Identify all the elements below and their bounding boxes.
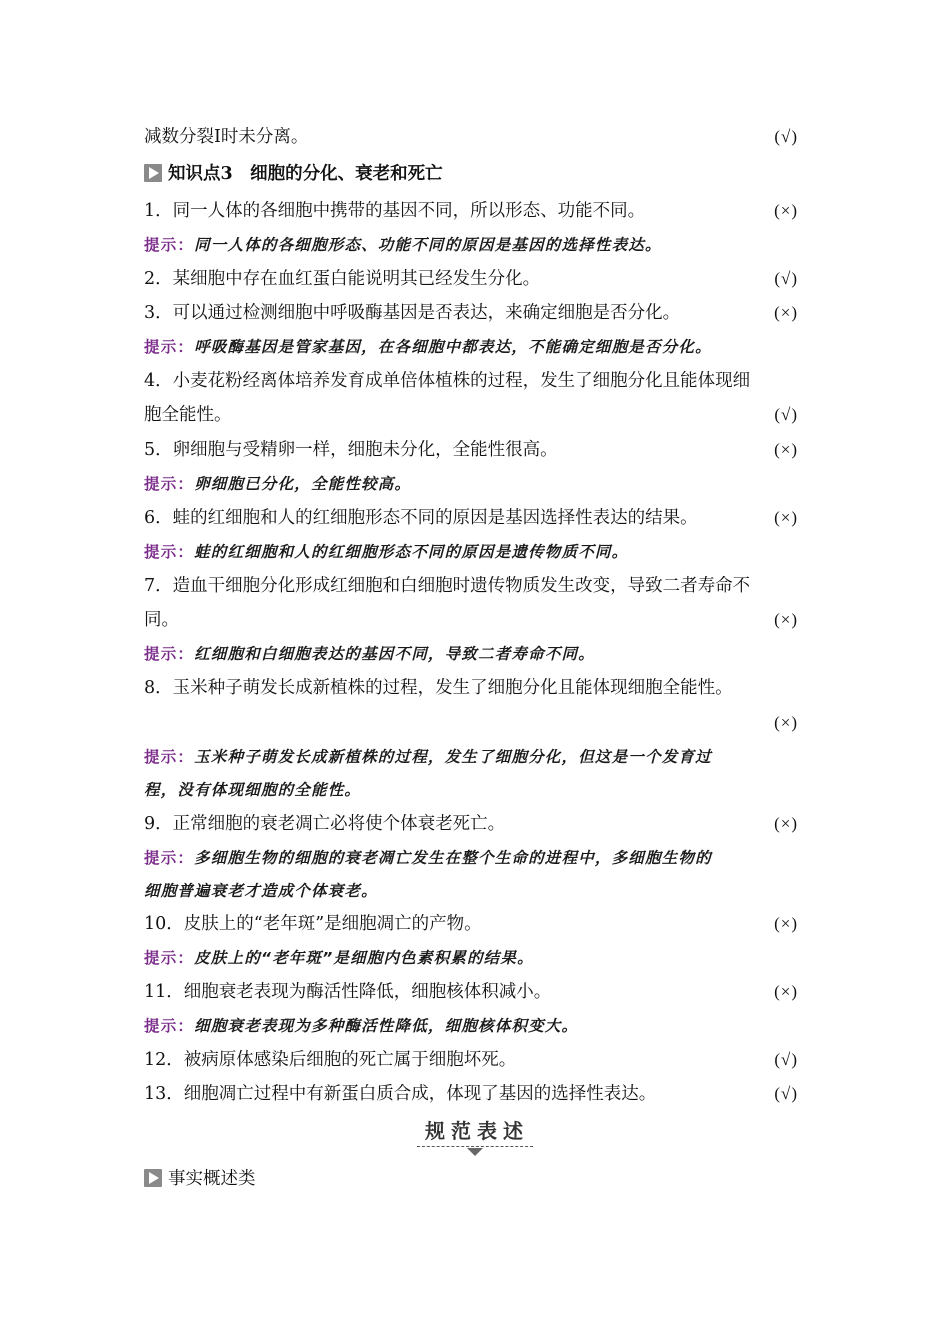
hint-label: 提示： <box>144 949 195 967</box>
answer-mark: (√) <box>774 127 798 146</box>
hint-11: 提示：细胞衰老表现为多种酶活性降低，细胞核体积变大。 <box>144 1017 579 1035</box>
question-5: 5．卵细胞与受精卵一样，细胞未分化，全能性很高。 (×) <box>144 437 804 463</box>
question-4-line-2: 胞全能性。 (√) <box>144 402 804 428</box>
section-fact-heading: 事实概述类 <box>144 1166 804 1192</box>
answer-mark: (×) <box>774 713 798 732</box>
question-8-line-2 <box>144 710 804 736</box>
hint-8-line-2: 程，没有体现细胞的全能性。 <box>144 781 362 799</box>
question-11: 11．细胞衰老表现为酶活性降低，细胞核体积减小。 (×) <box>144 979 804 1005</box>
hint-label: 提示： <box>144 543 195 561</box>
question-7-line-2: 同。 (×) <box>144 607 804 633</box>
question-1: 1．同一人体的各细胞中携带的基因不同，所以形态、功能不同。 (×) <box>144 198 804 224</box>
section-heading-3: 知识点3 细胞的分化、衰老和死亡 <box>144 161 804 187</box>
answer-mark: (×) <box>774 982 798 1001</box>
question-3: 3．可以通过检测细胞中呼吸酶基因是否表达，来确定细胞是否分化。 (×) <box>144 300 804 326</box>
hint-label: 提示： <box>144 849 195 867</box>
answer-mark: (√) <box>774 269 798 288</box>
line-0: 减数分裂Ⅰ时未分离。 (√) <box>144 124 804 150</box>
hint-label: 提示： <box>144 338 195 356</box>
hint-6: 提示：蛙的红细胞和人的红细胞形态不同的原因是遗传物质不同。 <box>144 543 629 561</box>
hint-label: 提示： <box>144 645 195 663</box>
question-12: 12．被病原体感染后细胞的死亡属于细胞坏死。 (√) <box>144 1047 804 1073</box>
answer-mark: (×) <box>774 508 798 527</box>
answer-mark: (×) <box>774 610 798 629</box>
hint-9-line-2: 细胞普遍衰老才造成个体衰老。 <box>144 882 378 900</box>
answer-mark: (√) <box>774 1050 798 1069</box>
section-banner <box>410 1115 540 1156</box>
answer-mark: (×) <box>774 303 798 322</box>
question-9: 9．正常细胞的衰老凋亡必将使个体衰老死亡。 (×) <box>144 811 804 837</box>
hint-3: 提示：呼吸酶基因是管家基因，在各细胞中都表达，不能确定细胞是否分化。 <box>144 338 712 356</box>
question-13: 13．细胞凋亡过程中有新蛋白质合成，体现了基因的选择性表达。 (√) <box>144 1081 804 1107</box>
question-6: 6．蛙的红细胞和人的红细胞形态不同的原因是基因选择性表达的结果。 (×) <box>144 505 804 531</box>
question-8-line-1: 8．玉米种子萌发长成新植株的过程，发生了细胞分化且能体现细胞全能性。 <box>144 678 733 698</box>
hint-label: 提示： <box>144 475 195 493</box>
hint-7: 提示：红细胞和白细胞表达的基因不同，导致二者寿命不同。 <box>144 645 595 663</box>
question-7-line-1: 7．造血干细胞分化形成红细胞和白细胞时遗传物质发生改变，导致二者寿命不 <box>144 576 751 596</box>
answer-mark: (×) <box>774 440 798 459</box>
triangle-down-icon <box>467 1148 483 1156</box>
hint-8-line-1: 提示：玉米种子萌发长成新植株的过程，发生了细胞分化，但这是一个发育过 <box>144 748 712 766</box>
hint-label: 提示： <box>144 748 195 766</box>
hint-10: 提示：皮肤上的“老年斑”是细胞内色素积累的结果。 <box>144 949 534 967</box>
hint-1: 提示：同一人体的各细胞形态、功能不同的原因是基因的选择性表达。 <box>144 236 662 254</box>
question-4-line-1: 4．小麦花粉经离体培养发育成单倍体植株的过程，发生了细胞分化且能体现细 <box>144 371 751 391</box>
question-2: 2．某细胞中存在血红蛋白能说明其已经发生分化。 (√) <box>144 266 804 292</box>
hint-label: 提示： <box>144 236 195 254</box>
play-triangle-icon <box>144 164 162 182</box>
answer-mark: (×) <box>774 914 798 933</box>
question-10: 10．皮肤上的“老年斑”是细胞凋亡的产物。 (×) <box>144 911 804 937</box>
answer-mark: (×) <box>774 201 798 220</box>
answer-mark: (×) <box>774 814 798 833</box>
hint-label: 提示： <box>144 1017 195 1035</box>
answer-mark: (√) <box>774 405 798 424</box>
play-triangle-icon <box>144 1169 162 1187</box>
answer-mark: (√) <box>774 1084 798 1103</box>
hint-9-line-1: 提示：多细胞生物的细胞的衰老凋亡发生在整个生命的进程中，多细胞生物的 <box>144 849 712 867</box>
banner-title: 规范表述 <box>417 1115 533 1147</box>
hint-5: 提示：卵细胞已分化，全能性较高。 <box>144 475 412 493</box>
